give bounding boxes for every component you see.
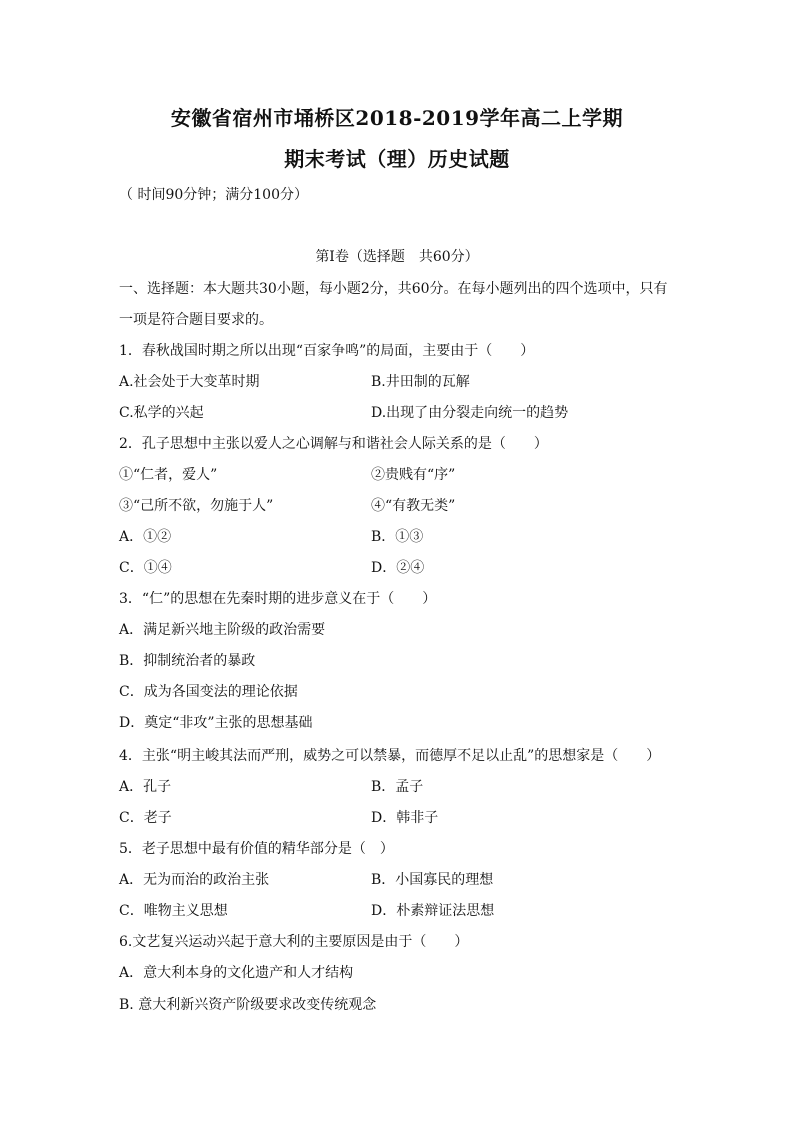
question-2-statement-3: ③“己所不欲，勿施于人” bbox=[119, 498, 274, 514]
question-1-option-a: A.社会处于大变革时期 bbox=[119, 374, 260, 390]
question-4-option-d: D．韩非子 bbox=[371, 810, 439, 826]
question-5-option-d: D．朴素辩证法思想 bbox=[371, 903, 495, 919]
question-2-option-c: C．①④ bbox=[119, 560, 172, 576]
question-stem-5: 5．老子思想中最有价值的精华部分是（ ） bbox=[119, 841, 394, 857]
question-2-statement-1: ①“仁者，爱人” bbox=[119, 467, 218, 483]
question-5-option-a: A．无为而治的政治主张 bbox=[119, 872, 270, 888]
question-5-option-c: C．唯物主义思想 bbox=[119, 903, 228, 919]
question-2-statement-4: ④“有教无类” bbox=[371, 498, 456, 514]
question-3-option-a: A．满足新兴地主阶级的政治需要 bbox=[119, 622, 326, 638]
question-2-option-d: D．②④ bbox=[371, 560, 425, 576]
question-5-option-b: B．小国寡民的理想 bbox=[371, 872, 494, 888]
question-4-option-b: B．孟子 bbox=[371, 779, 424, 795]
question-2-option-a: A．①② bbox=[119, 529, 172, 545]
question-stem-6: 6.文艺复兴运动兴起于意大利的主要原因是由于（ ） bbox=[119, 934, 469, 950]
question-3-option-d: D．奠定“非攻”主张的思想基础 bbox=[119, 715, 313, 731]
question-4-option-c: C．老子 bbox=[119, 810, 172, 826]
instruction-line1: 一、选择题：本大题共30小题，每小题2分，共60分。在每小题列出的四个选项中，只有 bbox=[119, 281, 668, 297]
question-2-statement-2: ②贵贱有“序” bbox=[371, 467, 456, 483]
question-stem-1: 1．春秋战国时期之所以出现“百家争鸣”的局面，主要由于（ ） bbox=[119, 343, 535, 359]
question-1-option-b: B.井田制的瓦解 bbox=[371, 374, 470, 390]
question-1-option-d: D.出现了由分裂走向统一的趋势 bbox=[371, 405, 569, 421]
question-2-option-b: B．①③ bbox=[371, 529, 424, 545]
question-3-option-c: C．成为各国变法的理论依据 bbox=[119, 684, 298, 700]
document-title-line2: 期末考试（理）历史试题 bbox=[284, 147, 510, 171]
document-title-line1: 安徽省宿州市埇桥区2018-2019学年高二上学期 bbox=[170, 106, 624, 130]
question-6-option-a: A．意大利本身的文化遗产和人才结构 bbox=[119, 965, 354, 981]
section-heading: 第Ⅰ卷（选择题 共60分） bbox=[315, 249, 479, 265]
question-1-option-c: C.私学的兴起 bbox=[119, 405, 204, 421]
question-3-option-b: B．抑制统治者的暴政 bbox=[119, 653, 256, 669]
question-stem-3: 3．“仁”的思想在先秦时期的进步意义在于（ ） bbox=[119, 591, 437, 607]
time-note: （ 时间90分钟；满分100分） bbox=[119, 187, 308, 203]
question-4-option-a: A．孔子 bbox=[119, 779, 172, 795]
question-stem-2: 2．孔子思想中主张以爱人之心调解与和谐社会人际关系的是（ ） bbox=[119, 436, 548, 452]
instruction-line2: 一项是符合题目要求的。 bbox=[119, 312, 273, 328]
question-stem-4: 4．主张“明主峻其法而严刑，威势之可以禁暴，而德厚不足以止乱”的思想家是（ ） bbox=[119, 748, 661, 764]
question-6-option-b: B. 意大利新兴资产阶级要求改变传统观念 bbox=[119, 997, 377, 1013]
